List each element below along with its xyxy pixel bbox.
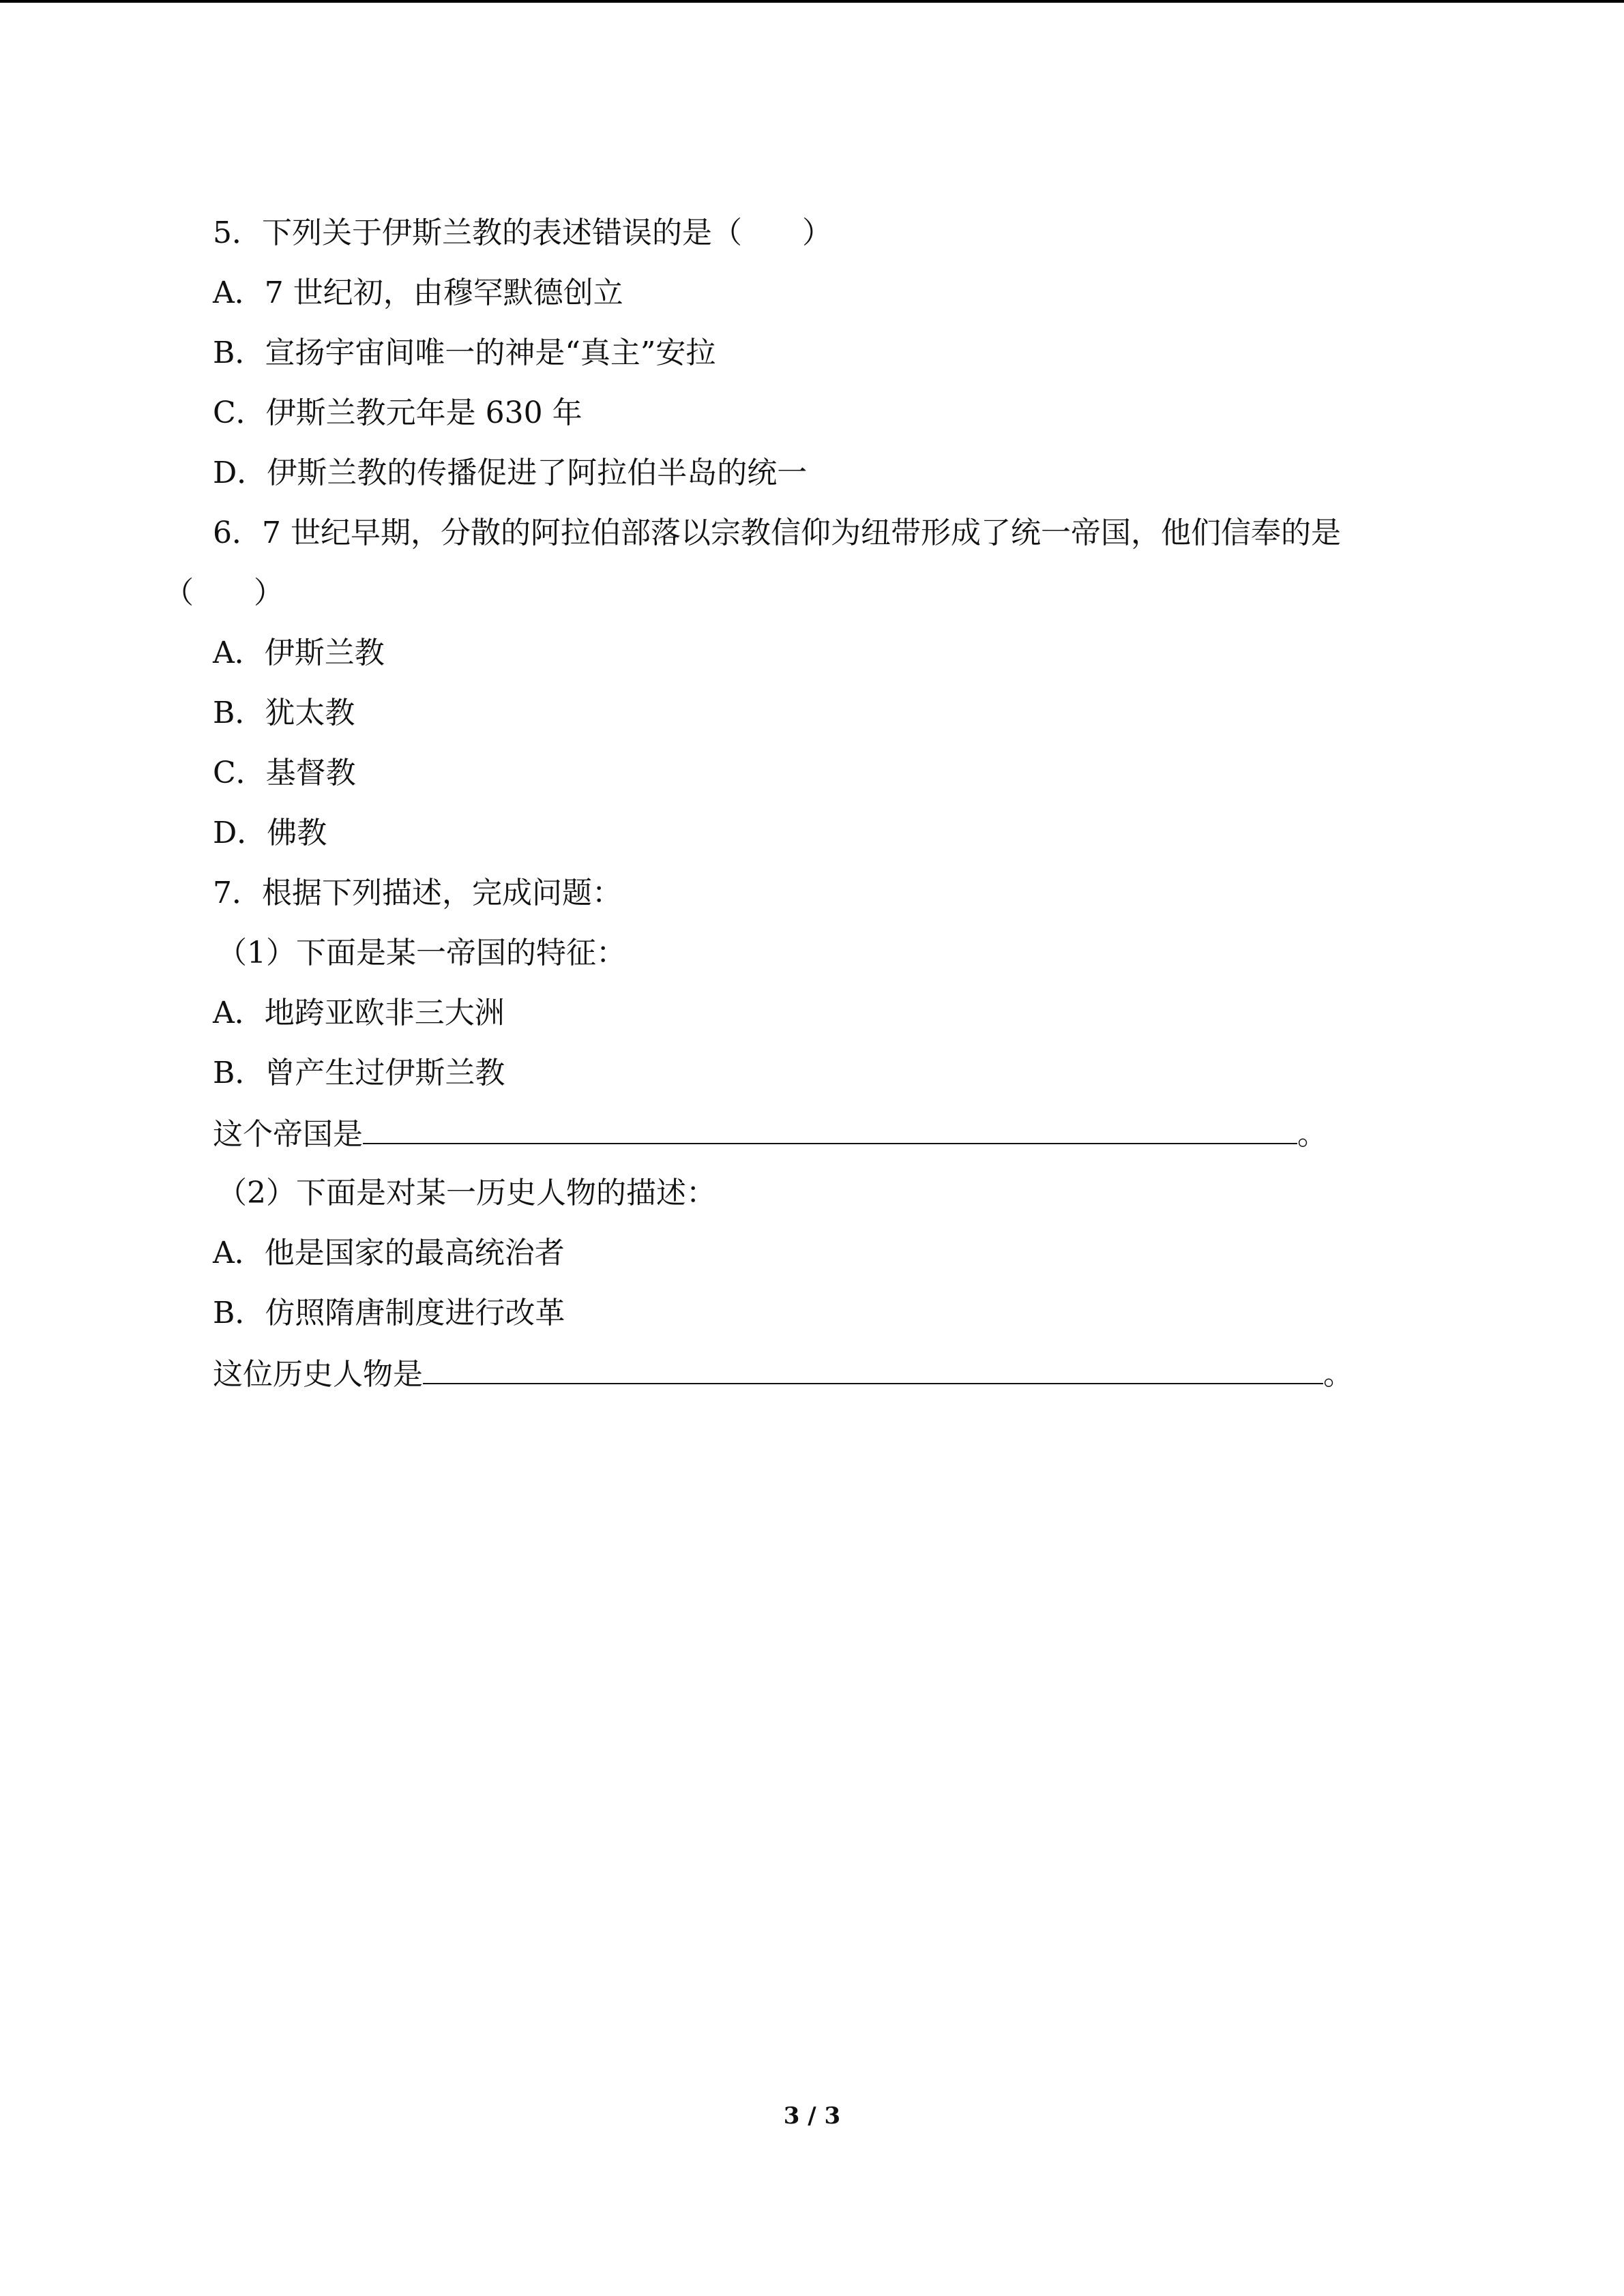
question-6-stem: 6．7 世纪早期，分散的阿拉伯部落以宗教信仰为纽带形成了统一帝国，他们信奉的是 [213,516,1341,550]
question-6-option-b: B．犹太教 [213,696,355,730]
question-6-option-d: D．佛教 [213,816,327,850]
question-5-option-b: B．宣扬宇宙间唯一的神是“真主”安拉 [213,336,716,370]
question-7-part-1-feature-a: A．地跨亚欧非三大洲 [213,996,505,1030]
answer-2-blank[interactable] [423,1353,1323,1384]
question-7-part-2-answer [213,1353,1353,1394]
question-7-part-2-intro: （2）下面是对某一历史人物的描述： [217,1176,716,1210]
page-number: 3 / 3 [783,2102,841,2130]
question-7-part-2-description-b: B．仿照隋唐制度进行改革 [213,1296,565,1330]
question-6-option-c: C．基督教 [213,756,356,790]
question-5-option-a: A．7 世纪初，由穆罕默德创立 [213,275,623,310]
question-7-stem: 7．根据下列描述，完成问题： [213,876,622,910]
question-7-part-1-feature-b: B．曾产生过伊斯兰教 [213,1056,505,1090]
question-7-part-1-answer [213,1113,1327,1154]
question-6-option-a: A．伊斯兰教 [213,636,385,670]
answer-1-suffix: 。 [1297,1117,1327,1152]
question-5-option-c: C．伊斯兰教元年是 630 年 [213,396,582,430]
answer-2-prefix: 这位历史人物是 [213,1357,423,1392]
answer-1-prefix: 这个帝国是 [213,1117,363,1152]
question-7-part-1-intro: （1）下面是某一帝国的特征： [217,936,626,970]
question-6-answer-parentheses: （ ） [164,576,284,610]
question-5-stem: 5．下列关于伊斯兰教的表述错误的是（ ） [213,215,832,250]
question-5-option-d: D．伊斯兰教的传播促进了阿拉伯半岛的统一 [213,456,808,490]
answer-1-blank[interactable] [363,1113,1297,1144]
question-7-part-2-description-a: A．他是国家的最高统治者 [213,1236,565,1270]
answer-2-suffix: 。 [1323,1357,1353,1392]
